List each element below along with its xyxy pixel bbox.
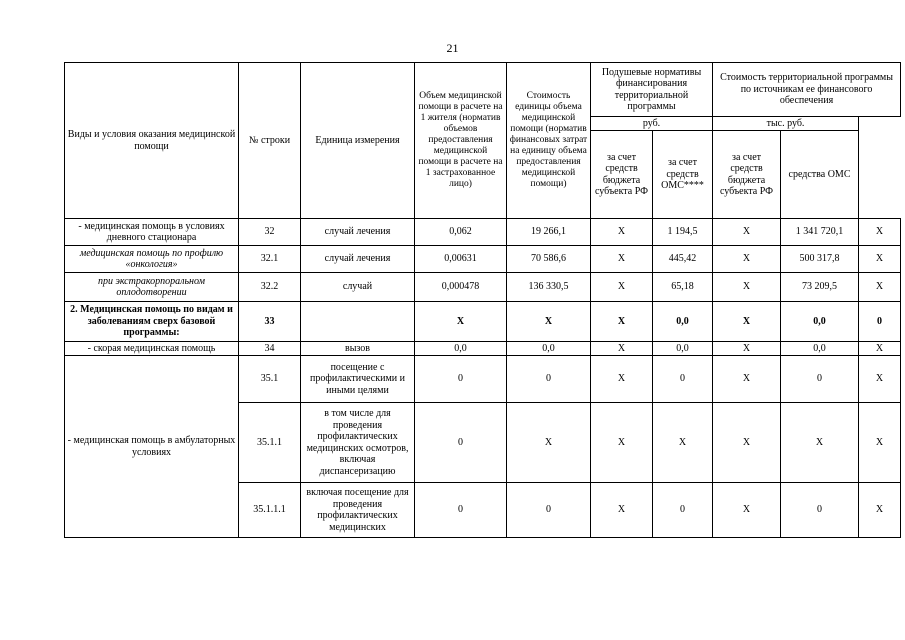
row-pc-oms: 1 194,5 bbox=[653, 219, 713, 246]
row-kind: при экстракорпоральном оплодотворении bbox=[65, 273, 239, 302]
header-unit-rub: руб. bbox=[591, 117, 713, 131]
row-pc-budget: Х bbox=[591, 219, 653, 246]
row-t-oms: 73 209,5 bbox=[781, 273, 859, 302]
row-kind: - скорая медицинская помощь bbox=[65, 342, 239, 356]
header-pc-oms: за счет средств ОМС**** bbox=[653, 131, 713, 219]
row-cost: Х bbox=[507, 403, 591, 483]
row-t-pct: Х bbox=[859, 246, 901, 273]
row-no: 35.1.1.1 bbox=[239, 483, 301, 538]
row-no: 33 bbox=[239, 302, 301, 342]
header-row-no: № строки bbox=[239, 63, 301, 219]
row-pc-oms: 0,0 bbox=[653, 302, 713, 342]
row-t-oms: 0,0 bbox=[781, 342, 859, 356]
row-cost: 0 bbox=[507, 483, 591, 538]
row-no: 35.1.1 bbox=[239, 403, 301, 483]
row-volume: 0 bbox=[415, 403, 507, 483]
row-volume: 0,062 bbox=[415, 219, 507, 246]
row-t-oms: Х bbox=[781, 403, 859, 483]
header-t-oms: средства ОМС bbox=[781, 131, 859, 219]
row-pc-oms: 445,42 bbox=[653, 246, 713, 273]
row-t-budget: Х bbox=[713, 356, 781, 403]
row-t-pct: Х bbox=[859, 483, 901, 538]
row-t-pct: Х bbox=[859, 403, 901, 483]
header-per-capita: Подушевые нормативы финансирования территориальной программы bbox=[591, 63, 713, 117]
row-cost: 0 bbox=[507, 356, 591, 403]
row-cost: 19 266,1 bbox=[507, 219, 591, 246]
row-t-oms: 0 bbox=[781, 356, 859, 403]
row-t-pct: 0 bbox=[859, 302, 901, 342]
header-territorial: Стоимость территориальной программы по источникам ее финансового обеспечения bbox=[713, 63, 901, 117]
row-t-oms: 0 bbox=[781, 483, 859, 538]
row-no: 32 bbox=[239, 219, 301, 246]
row-unit: вызов bbox=[301, 342, 415, 356]
row-unit bbox=[301, 302, 415, 342]
row-unit: посещение с профилактическими и иными целями bbox=[301, 356, 415, 403]
row-kind: - медицинская помощь в условиях дневного стационара bbox=[65, 219, 239, 246]
row-kind: - медицинская помощь в амбулаторных условиях bbox=[65, 356, 239, 538]
row-pc-budget: Х bbox=[591, 342, 653, 356]
row-unit: в том числе для проведения профилактических медицинских осмотров, включая диспансеризацию bbox=[301, 403, 415, 483]
row-unit: случай лечения bbox=[301, 246, 415, 273]
row-volume: 0,0 bbox=[415, 342, 507, 356]
header-kind: Виды и условия оказания медицинской помощи bbox=[65, 63, 239, 219]
row-t-budget: Х bbox=[713, 342, 781, 356]
row-pc-budget: Х bbox=[591, 246, 653, 273]
row-t-budget: Х bbox=[713, 403, 781, 483]
row-cost: Х bbox=[507, 302, 591, 342]
row-pc-oms: 0 bbox=[653, 483, 713, 538]
header-pc-budget: за счет средств бюджета субъекта РФ bbox=[591, 131, 653, 219]
row-no: 32.2 bbox=[239, 273, 301, 302]
header-volume: Объем медицинской помощи в расчете на 1 жителя (норматив объемов предоставления медицинской помощи в расчете на 1 застрахованное лицо) bbox=[415, 63, 507, 219]
row-unit: включая посещение для проведения профилактических медицинских bbox=[301, 483, 415, 538]
row-pc-budget: Х bbox=[591, 273, 653, 302]
table-row bbox=[65, 246, 901, 273]
financing-table bbox=[64, 62, 901, 538]
row-kind: медицинская помощь по профилю «онкология» bbox=[65, 246, 239, 273]
row-volume: 0 bbox=[415, 356, 507, 403]
row-pc-oms: 65,18 bbox=[653, 273, 713, 302]
row-pc-oms: 0 bbox=[653, 356, 713, 403]
row-t-pct: Х bbox=[859, 342, 901, 356]
table-row bbox=[65, 219, 901, 246]
row-t-pct: Х bbox=[859, 356, 901, 403]
header-unit-thousand-rub: тыс. руб. bbox=[713, 117, 859, 131]
row-t-budget: Х bbox=[713, 219, 781, 246]
row-t-oms: 500 317,8 bbox=[781, 246, 859, 273]
row-t-pct: Х bbox=[859, 273, 901, 302]
row-cost: 0,0 bbox=[507, 342, 591, 356]
row-t-oms: 0,0 bbox=[781, 302, 859, 342]
header-t-budget: за счет средств бюджета субъекта РФ bbox=[713, 131, 781, 219]
row-pc-budget: Х bbox=[591, 483, 653, 538]
row-t-budget: Х bbox=[713, 302, 781, 342]
header-cost: Стоимость единицы объема медицинской помощи (норматив финансовых затрат на единицу объема предоставления медицинской помощи) bbox=[507, 63, 591, 219]
row-pc-oms: Х bbox=[653, 403, 713, 483]
row-pc-budget: Х bbox=[591, 302, 653, 342]
row-unit: случай лечения bbox=[301, 219, 415, 246]
header-unit: Единица измерения bbox=[301, 63, 415, 219]
row-no: 32.1 bbox=[239, 246, 301, 273]
row-cost: 70 586,6 bbox=[507, 246, 591, 273]
row-t-budget: Х bbox=[713, 483, 781, 538]
table-row bbox=[65, 273, 901, 302]
row-volume: 0 bbox=[415, 483, 507, 538]
row-volume: 0,00631 bbox=[415, 246, 507, 273]
row-volume: Х bbox=[415, 302, 507, 342]
row-kind: 2. Медицинская помощь по видам и заболеваниям сверх базовой программы: bbox=[65, 302, 239, 342]
table-row bbox=[65, 302, 901, 342]
row-pc-budget: Х bbox=[591, 403, 653, 483]
table-row bbox=[65, 356, 901, 403]
row-t-oms: 1 341 720,1 bbox=[781, 219, 859, 246]
row-t-budget: Х bbox=[713, 246, 781, 273]
row-unit: случай bbox=[301, 273, 415, 302]
page-number: 21 bbox=[446, 41, 459, 55]
row-no: 34 bbox=[239, 342, 301, 356]
row-t-budget: Х bbox=[713, 273, 781, 302]
row-no: 35.1 bbox=[239, 356, 301, 403]
row-volume: 0,000478 bbox=[415, 273, 507, 302]
row-cost: 136 330,5 bbox=[507, 273, 591, 302]
row-pc-budget: Х bbox=[591, 356, 653, 403]
row-t-pct: Х bbox=[859, 219, 901, 246]
table-row bbox=[65, 342, 901, 356]
row-pc-oms: 0,0 bbox=[653, 342, 713, 356]
